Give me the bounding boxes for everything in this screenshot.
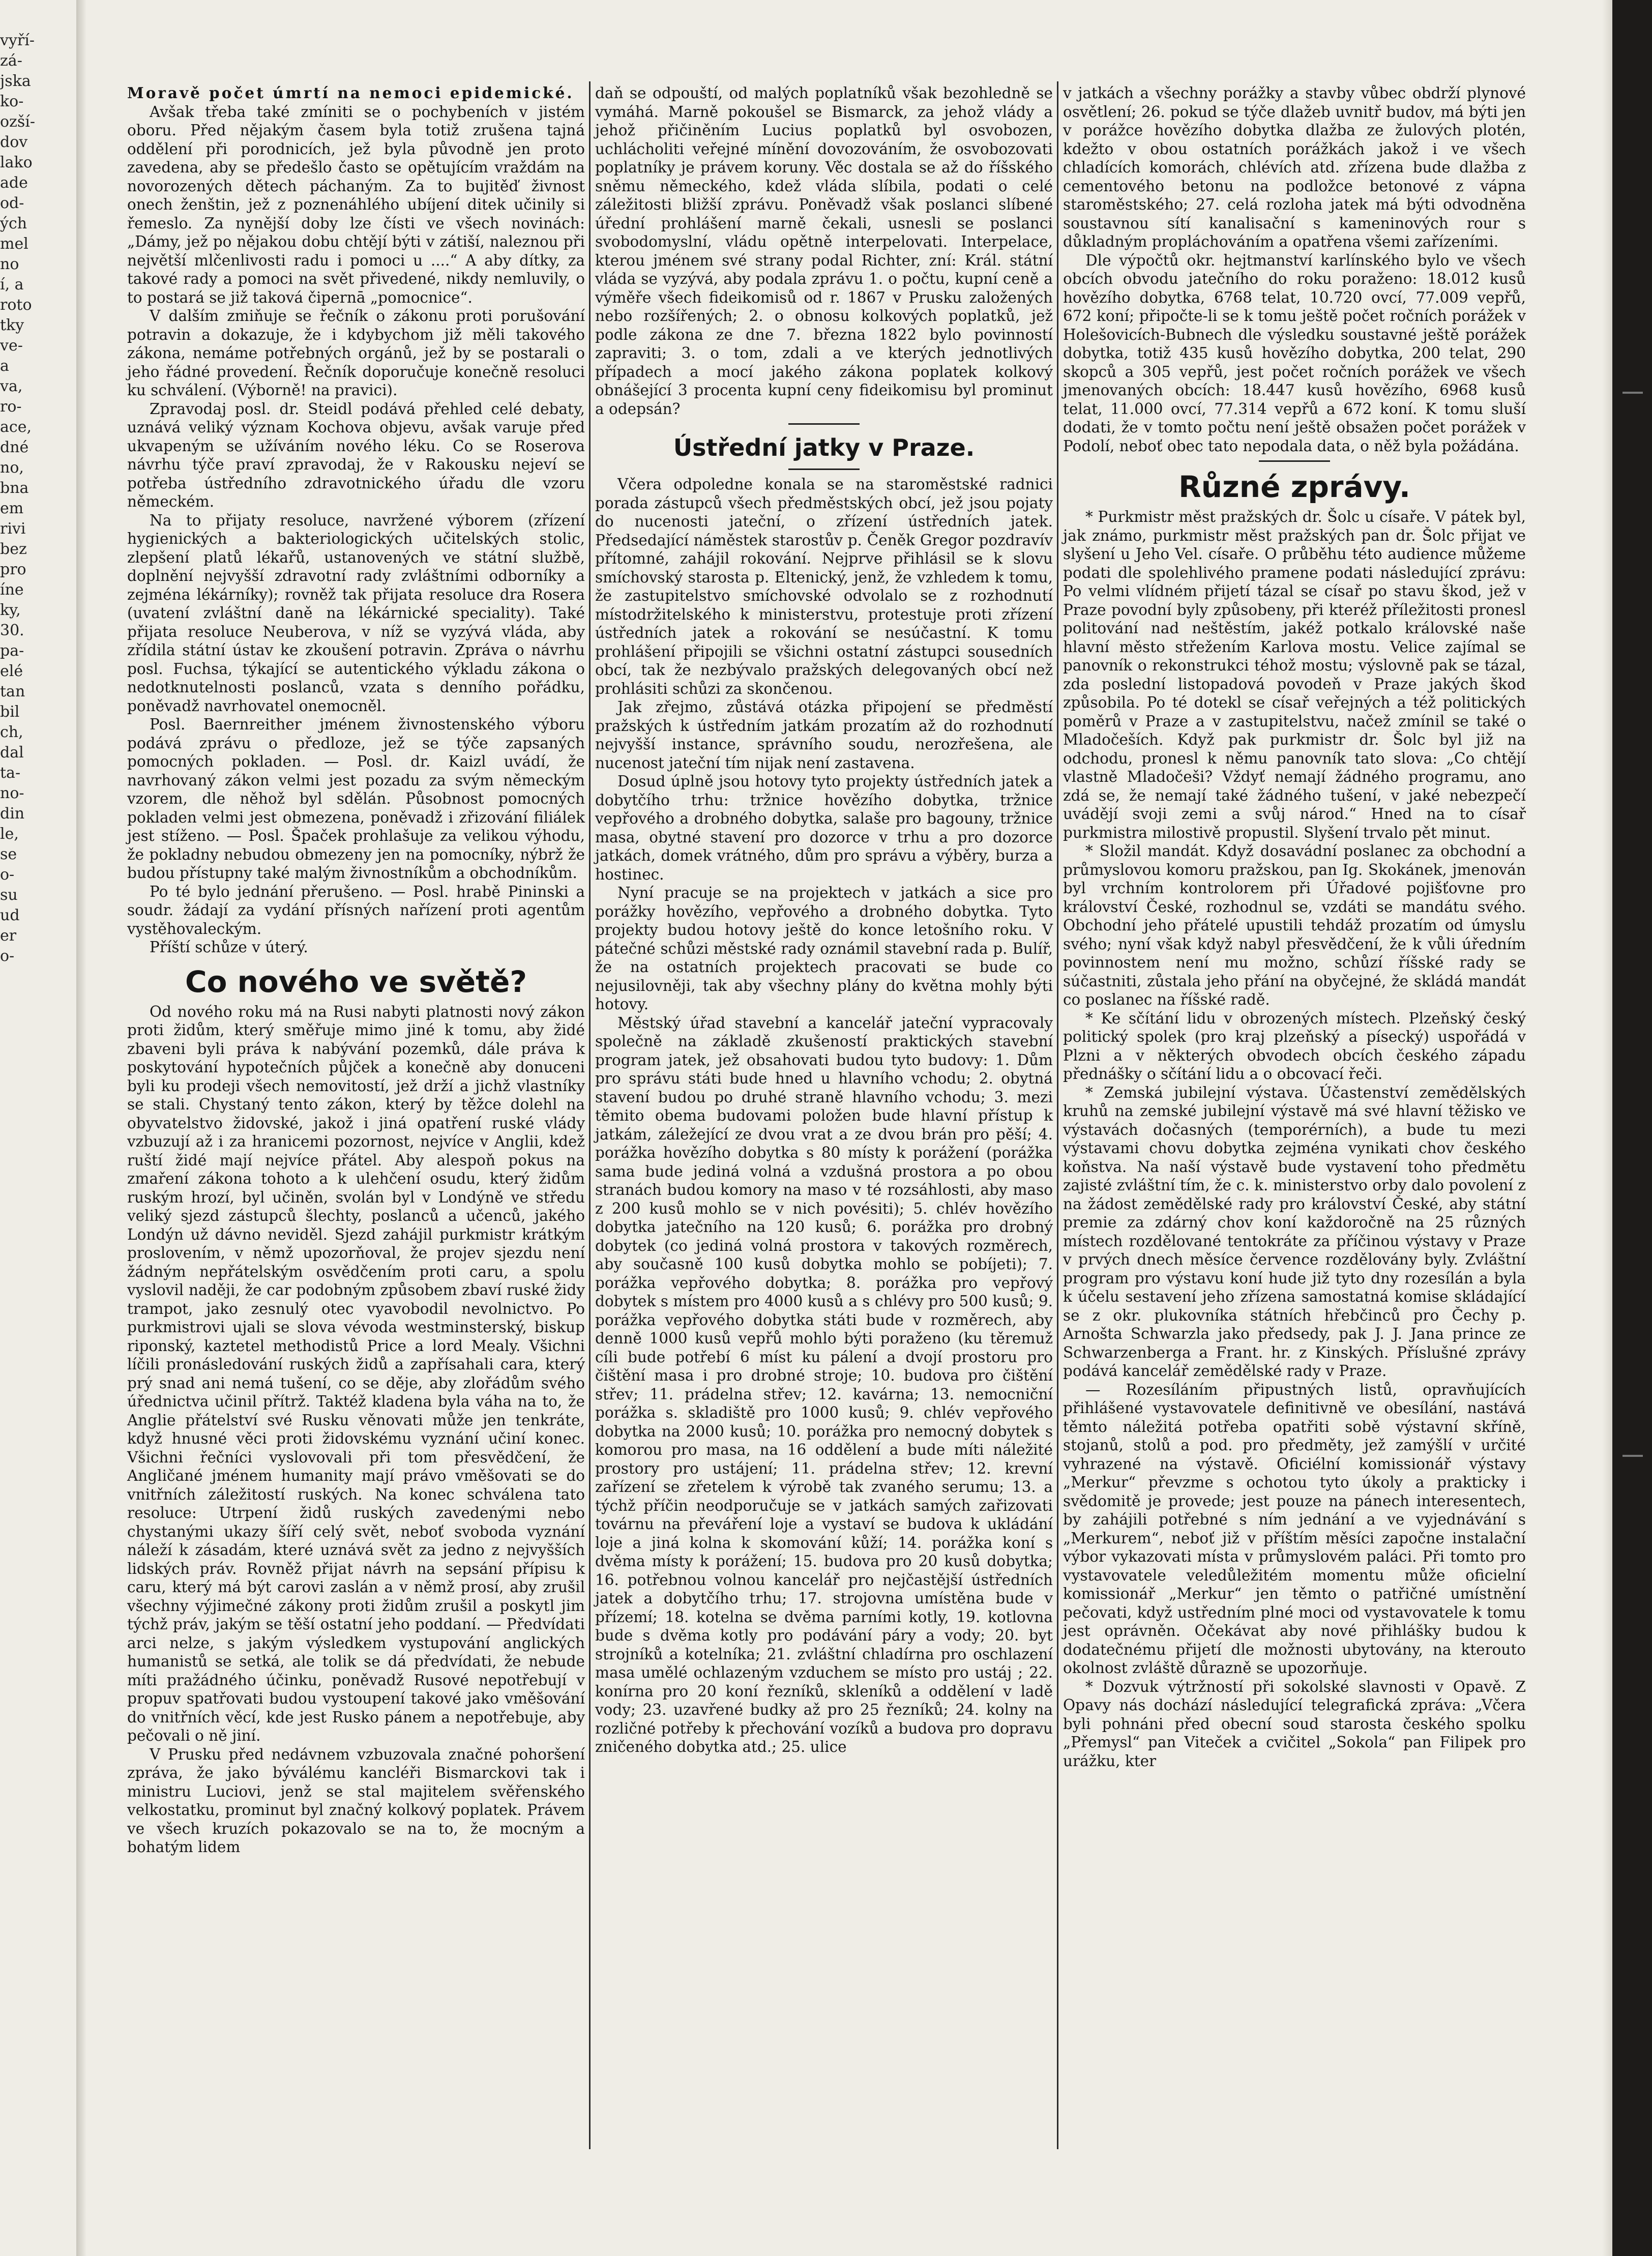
paragraph: — Rozesíláním připustných listů, opravňujících přihlášené vystavovatele definitivně ve obesílání, nastává těmto náležitá potřeba opatřiti sobě výstavní skříně, stojanů, stolů a pod. pro předměty, jež zamýšlí v určité vyhrazené na výstavě. Oficiélní komissionář výstavy „Merkur“ převzme s ochotou tyto úkoly a prakticky i svědomitě je provede; jest pouze na pánech interesentech, by zahájili potřebné s ním jednání a ve vyjednávání s „Merkurem“, neboť již v příštím měsíci započne instalační výbor vykazovati místa v průmyslovém paláci. Při tomto pro vystavovatele veledůležitém momentu může oficielní komissionář „Merkur“ jen těmto o patřičné umístnění pečovati, když ustředním plné moci od vystavovatele k tomu jest oprávněn. Očekávat aby nové přihlášky budou k dodatečnému přijetí dle možnosti ubytovány, na kterouto okolnost zvláště důrazně se upozorňuje. xyxy=(1063,1381,1526,1677)
margin-line: ud xyxy=(0,906,20,924)
margin-line: no, xyxy=(0,459,24,477)
margin-line: se xyxy=(0,845,17,863)
paragraph: V Prusku před nedávnem vzbuzovala značné pohoršení zpráva, že jako býválému kancléři Bismarckovi tak i ministru Luciovi, jenž se stal majitelem svěřenského velkostatku, prominut byl značný kolkový poplatek. Právem ve všech kruzích pokazovalo se na to, že mocným a bohatým lidem xyxy=(127,1745,585,1856)
margin-line: ro- xyxy=(0,398,22,416)
margin-line: ozší- xyxy=(0,113,35,131)
margin-line: ace, xyxy=(0,418,32,436)
margin-line: pro xyxy=(0,561,26,578)
margin-line: ých xyxy=(0,215,27,232)
paragraph: Posl. Baernreither jménem živnostenského výboru podává zprávu o předloze, jež se týče zapsaných pomocných pokladen. — Posl. dr. Kaizl uvádí, že navrhovaný zákon velmi jest pozadu za svým německým vzorem, dle něhož byl sdělán. Působnost pomocných pokladen velmi jest obmezena, poněvadž i zřizování filiálek jest stíženo. — Posl. Špaček prohlašuje za velikou výhodu, že pokladny nebudou obmezeny jen na pomocníky, nýbrž že budou přístupny také malým živnostníkům a obchodníkům. xyxy=(127,716,585,882)
margin-line: tky xyxy=(0,316,24,334)
section-heading: Různé zprávy. xyxy=(1178,470,1410,504)
paragraph: Dle výpočtů okr. hejtmanství karlínského bylo ve všech obcích obvodu jatečního do roku poraženo: 18.012 kusů hovězího dobytka, 6768 telat, 10.720 ovcí, 77.009 vepřů, 672 koní; připočte-li se k tomu ještě počet ročních porážek v Holešovicích-Bubnech dle výsledku soustavné ještě porážek dobytka, totiž 435 kusů hovězího dobytka, 200 telat, 290 skopců a 305 vepřů, jest počet ročních porážek ve všech jmenovaných obcích: 18.447 kusů hovězího, 6968 kusů telat, 11.000 ovcí, 77.314 vepřů a 672 koní. K tomu sluší dodati, že v tomto počtu není ještě obsažen počet porážek v Podolí, neboť obec tato nepodala data, o něž byla požádána. xyxy=(1063,251,1526,455)
paragraph: Zpravodaj posl. dr. Steidl podává přehled celé debaty, uznává veliký význam Kochova objevu, avšak varuje před ukvapeným se užíváním nového léku. Co se Roserova návrhu týče praví zpravodaj, že v Rakousku nejeví se potřeba ústředního zdravotnického úřadu dle vzoru německém. xyxy=(127,400,585,510)
page-gutter-shadow xyxy=(76,0,86,2256)
paragraph xyxy=(127,84,585,103)
paragraph: V dalším zmiňuje se řečník o zákonu proti porušování potravin a dokazuje, že i kdybychom již měli takového zákona, nemáme potřebných orgánů, jež by se postarali o jeho řádné provedení. Řečník doporučuje konečně resoluci ku schválení. (Výborně! na pravici). xyxy=(127,307,585,399)
column-left xyxy=(127,84,585,2149)
margin-line: no- xyxy=(0,784,24,802)
margin-line: í, a xyxy=(0,276,24,294)
paragraph: daň se odpouští, od malých poplatníků však bezohledně se vymáhá. Marně pokoušel se Bismarck, za jehož vlády a jehož přičiněním Lucius poplatků byl osvobozen, uchlácholiti veřejné mínění dovozováním, že osvobozovati poplatníky je právem koruny. Věc dostala se až do říšského sněmu německého, kdež vláda slíbila, podati o celé záležitosti bližší zprávu. Poněvadž však poslanci slíbené úřední prohlášení marně čekali, usnesli se poslanci svobodomyslní, vládu opětně interpelovati. Interpelace, kterou jménem své strany podal Richter, zní: Král. státní vláda se vyzývá, aby podala zprávu 1. o počtu, kupní ceně a výměře všech fideikomisů od r. 1867 v Prusku založených nebo rozšířených; 2. o obnosu kolkových poplatků, jež podle zákona ze dne 7. března 1822 bylo povinností zapraviti; 3. o tom, zdali a ve kterých jednotlivých případech a mocí jakého zákona poplatek kolkový obnášející 3 procenta kupní ceny fideikomisu byl prominut a odepsán? xyxy=(595,84,1053,418)
margin-line: o- xyxy=(0,947,15,965)
margin-line: a xyxy=(0,357,9,375)
scan-border-mark xyxy=(1622,1455,1643,1457)
previous-page-margin-fragments xyxy=(0,31,76,1200)
paragraph: Avšak třeba také zmíniti se o pochybeních v jistém oboru. Před nějakým časem byla totiž zrušena tajná oddělení při porodnicích, jež byla původně jen proto zavedena, aby se předešlo často se opětujícím vraždám na novorozených dětech páchaným. Za to bujitěď živnost onech ženštin, jež z poznenáhlého ubíjení ditek učinily si řemeslo. Za nynější doby lze čísti ve všech novinách: „Dámy, jež po nějakou dobu chtějí býti v zátiší, naleznou při největší mlčenlivosti radu i pomoci u ....“ A aby dítky, za takové rady a pomoci na svět přivedené, nikdy nemluvily, o to postará se již taková čipernā „pomocnice“. xyxy=(127,103,585,306)
paragraph: Nyní pracuje se na projektech v jatkách a sice pro porážky hovězího, vepřového a drobného dobytka. Tyto projekty budou hotovy ještě do konce letošního roku. V pátečné schůzi městské rady oznámil stavební rada p. Bulíř, že na ostatních projektech pracovati se bude co nejusilovněji, tak aby všechny plány do května mohly býti hotovy. xyxy=(595,884,1053,1013)
paragraph: Městský úřad stavební a kancelář jateční vypracovaly společně na základě zkušeností praktických stavební program jatek, jež obsahovati budou tyto budovy: 1. Dům pro správu státi bude hned u hlavního vchodu; 2. obytná stavení budou po druhé straně hlavního vchodu; 3. mezi těmito obema budovami položen bude hlavní přístup k jatkám, záležející ze dvou vrat a ze dvou brán pro pěší; 4. porážka hovězího dobytka s 80 místy k porážení (porážka sama bude jediná volná a vzdušná prostora a po obou stranách budou komory na maso v té rozsáhlosti, aby maso z 200 kusů mohlo se v nich povésiti); 5. chlév hovězího dobytka jatečního na 120 kusů; 6. porážka pro drobný dobytek (co jediná volná prostora v takových rozměrech, aby současně 100 kusů dobytka mohlo se pobíjeti); 7. porážka vepřového dobytka; 8. porážka pro vepřový dobytek s místem pro 4000 kusů a s chlévy pro 500 kusů; 9. porážka vepřového dobytka státi bude v rozměrech, aby denně 1000 kusů vepřů mohlo býti poraženo (ku těremuž cíli bude potřebí 6 míst ku pálení a dvojí prostoru pro čištění masa i pro drobné stroje; 10. budova pro čištění střev; 11. prádelna střev; 12. kavárna; 13. nemocniční porážka s. skladiště pro 1000 kusů; 9. chlév vepřového dobytka na 2000 kusů; 10. porážka pro nemocný dobytek s komorou pro masa, na 16 oddělení a bude míti náležité prostory pro ustájení; 11. prádelna střev; 12. krevní zařízení se zřetelem k výrobě tak zvaného serumu; 13. a týchž příčin neodporučuje se v jatkách samých zařizovati továrnu na převáření loje a vystaví se budova k ukládání loje a jiná kolna k skomování kůží; 14. porážka koní s dvěma místy k porážení; 15. budova pro 20 kusů dobytka; 16. potřebnou volnou kancelář pro nejčastější ústředních jatek a dobytčího trhu; 17. strojovna umístěna bude v přízemí; 18. kotelna se dvěma parními kotly, 19. kotlovna bude s dvěma kotly pro podávání páry a vody; 20. byt strojníků a kotelníka; 21. zvláštní chladírna pro oschlazení masa umělé ochlazeným vzduchem se místo pro ustáj ; 22. konírna pro 20 koní řezníků, skleníků a oddělení v ladě vody; 23. uzavřené budky až pro 25 řezníků; 24. kolny na rozličné potřeby k přechování vozíků a budova pro dopravu zničeného dobytka atd.; 25. ulice xyxy=(595,1014,1053,1755)
margin-line: íne xyxy=(0,581,24,599)
paragraph-lead: Moravě počet úmrtí na nemoci epidemické. xyxy=(127,84,574,102)
margin-line: bna xyxy=(0,479,29,497)
column-right xyxy=(1063,84,1526,2149)
margin-line: ch, xyxy=(0,723,23,741)
margin-line: ade xyxy=(0,174,28,192)
margin-line: va, xyxy=(0,377,23,395)
paragraph: Včera odpoledne konala se na staroměstské radnici porada zástupců všech předměstských obcí, jež jsou pojaty do nucenosti jateční, o zřízení ústředních jatek. Předsedající náměstek starostův p. Čeněk Gregor pozdravív přítomné, zahájil rokování. Nejprve přihlásil se k slovu smíchovský starosta p. Eltenický, jenž, že vzhledem k tomu, že zastupitelstvo smíchovské odvolalo se z rozhodnutí místodržitelského k ministerstvu, protestuje proti zřízení ústředních jatek a rokování se nesúčastní. K tomu prohlášení připojili se všichni ostatní zástupci sousedních obcí, tak že nezbývalo pražských delegovaných obcí než prohlásiti schůzi za skončenou. xyxy=(595,476,1053,697)
section-divider xyxy=(788,423,860,425)
scan-border-mark xyxy=(1622,392,1643,394)
column-middle xyxy=(595,84,1053,2149)
margin-line: bil xyxy=(0,703,20,721)
margin-line: bez xyxy=(0,540,27,558)
column-rule xyxy=(1057,81,1058,2149)
margin-line: zá- xyxy=(0,52,22,70)
paragraph: Příští schůze v úterý. xyxy=(150,939,308,956)
paragraph: Dosud úplně jsou hotovy tyto projekty ústředních jatek a dobytčího trhu: tržnice hovězího dobytka, tržnice vepřového a drobného dobytka, salaše pro bagouny, tržnice masa, obytné stavení pro dozorce v trhu a pro dozorce jatkách, domek vrátného, dům pro správu a výběry, burza a hostinec. xyxy=(595,773,1053,883)
column-rule xyxy=(589,81,591,2149)
margin-line: lako xyxy=(0,154,33,171)
margin-line: er xyxy=(0,927,17,945)
paragraph: * Ke sčítání lidu v obrozených místech. Plzeňský český politický spolek (pro kraj plzeňský a písecký) uspořádá v Plzni a v některých obvodech obcích českého západu přednášky o sčítání lidu a o obcovací řeči. xyxy=(1063,1009,1526,1082)
section-heading: Co nového ve světě? xyxy=(185,964,527,999)
margin-line: no xyxy=(0,255,19,273)
paragraph: Od nového roku má na Rusi nabyti platnosti nový zákon proti židům, který směřuje mimo jiné k tomu, aby židé zbaveni byli práva k nabývání pozemků, dále práva k poskytování hypotečních půjček a konečně aby donuceni byli ku prodeji všech nemovitostí, jež drží a jichž vlastníky se stali. Chystaný tento zákon, který by těžce dolehl na obyvatelstvo židovské, jakož i jiná opatření ruské vlády vzbuzují až i za hranicemi pozornost, nejvíce v Anglii, kdež ruští židé mají nejvíce přátel. Aby alespoň pokus na zmaření zákona tohoto a k ulehčení osudu, který židům ruským hrozí, byl učiněn, svolán byl v Londýně ve středu veliký sjezd zástupců šlechty, poslanců a učenců, jakého Londýn už dávno neviděl. Sjezd zahájil purkmistr krátkým proslovením, v němž upozorňoval, že projev sjezdu není žádným nepřátelským osvědčením proti caru, a spolu vyslovil naději, že car podobným způsobem zbaví ruské židy trampot, jako zesnulý otec vyavobodil nevolnictvo. Po purkmistrovi ujali se slova vévoda westminsterský, biskup riponský, kaztetel methodistů Price a lord Mealy. Všichni líčili pronásledování ruských židů a zapřísahali cara, který prý snad ani nemá tušení, co se děje, aby zlořádům svého úřednictva učinil přítrž. Taktéž kladena byla váha na to, že Anglie přátelství své Rusku věnovati může jen tenkráte, když hnusné věci proti židovskému vyznání učiní konec. Všichni řečníci vyslovovali při tom přesvědčení, že Angličané jménem humanity mají právo vměšovati se do vnitřních záležitostí ruských. Na konec schválena tato resoluce: Utrpení židů ruských zavedenými nebo chystanými ukazy šíří celý svět, neboť svoboda vyznání náleží k zásadám, které uznává svět za jedno z nejvyšších lidských práv. Rovněž přijat návrh na sepsání přípisu k caru, který má být carovi zaslán a v němž prosí, aby zrušil všechny výjimečné zákony proti židům zrušil a poskytl jim týchž práv, jakým se těší ostatní jeho poddaní. — Předvídati arci nelze, s jakým výsledkem vystupování anglických humanistů se setká, ale tolik se dá předvídati, že nebude míti pražádného účinku, poněvadž Rusové nepotřebují v propuv spatřovati budou vystoupení takové jako vměšování do vnitřních věcí, kde jest Rusko pánem a nepotřebuje, aby pečovali o ně jiní. xyxy=(127,1003,585,1744)
paragraph: * Složil mandát. Když dosavádní poslanec za obchodní a průmyslovou komoru pražskou, pan Ig. Skokánek, jmenován byl vrchním kontrolorem při Úřadové pojišťovne pro království České, rozhodnul se, vzdáti se mandátu svého. Obchodní jeho přátelé upustili tehdáž prozatím od úmyslu svého; nyní však když nabyl přesvědčení, že k vůli úředním povinnostem není mu možno, schůzí říšské rady se súčastniti, zůstala jeho přání na obyčejné, že skládá mandát co poslanec na říšské radě. xyxy=(1063,842,1526,1008)
margin-line: din xyxy=(0,805,25,823)
paragraph: Po té bylo jednání přerušeno. — Posl. hrabě Pininski a soudr. žádají za vydání přísných nařízení proti agentům vystěhovaleckým. xyxy=(127,883,585,937)
paragraph: * Purkmistr měst pražských dr. Šolc u císaře. V pátek byl, jak známo, purkmistr měst pražských pan dr. Šolc přijat ve slyšení u Jeho Vel. císaře. O průběhu této audience můžeme podati dle spolehlivého pramene podati následující zprávu: Po velmi vlídném přijetí tázal se císař po stavu škod, jež v Praze povodní byly způsobeny, při kteréž příležitosti pronesl politování nad neštěstím, jakéž potkalo královské naše hlavní město střežením Karlova mostu. Velice zajímal se panovník o rekonstrukci téhož mostu; výslovně pak se tázal, zda poslední listopadová povodeň v Praze jakých škod způsobila. Po té dotekl se císař veřejných a též politických poměrů v Praze a v zastupitelstvu, načež zmínil se také o Mladočeších. Když pak purkmistr dr. Šolc byl již na odchodu, pronesl k němu panovník tato slova: „Co chtějí vlastně Mladočeši? Vždyť nemají žádného programu, ano zdá se, že nemají také žádného tušení, v jaké nebezpečí uvádějí svoji zemi a svůj národ.“ Hned na to císař purkmistra milostivě propustil. Slyšení trvalo pět minut. xyxy=(1063,508,1526,841)
margin-line: le, xyxy=(0,825,19,843)
margin-line: jska xyxy=(0,72,31,90)
margin-line: rivi xyxy=(0,520,26,538)
margin-line: dov xyxy=(0,133,28,151)
section-divider xyxy=(788,468,860,470)
margin-line: o- xyxy=(0,866,15,884)
margin-line: dal xyxy=(0,744,24,761)
margin-line: roto xyxy=(0,296,32,314)
section-divider xyxy=(1259,460,1330,462)
paragraph: v jatkách a všechny porážky a stavby vůbec obdrží plynové osvětlení; 26. pokud se týče dlažeb uvnitř budov, má býti jen v porážce hovězího dobytka dlažba ze žulových plotén, kdežto v obou ostatních porážkách jakož i ve všech chladících komorách, chlévích atd. zřízena bude dlažba z cementového betonu na podložce betonové z vápna staroměstského; 27. celá rozloha jatek má býti odvodněna soustavnou sítí kanalisační s kameninových rour s důkladným propláchováním a opatřena všemi zařízeními. xyxy=(1063,84,1526,250)
margin-line: em xyxy=(0,500,24,517)
margin-line: vyří- xyxy=(0,32,35,49)
margin-line: pa- xyxy=(0,642,24,660)
paragraph: * Zemská jubilejní výstava. Účastenství zemědělských kruhů na zemské jubilejní výstavě má své hlavní těžisko ve výstavách dočasných (temporérních), a bude tu mezi výstavami chovu dobytka zejména vynikati chov českého koňstva. Na naší výstavě bude vystavení toho předmětu zajisté zvláštní tím, že c. k. ministerstvo orby dalo povolení z na žádost zemědělské rady pro království České, aby státní premie za zdárný chov koní každoročně na 25 různých místech rozdělované tentokráte za příčinou výstavy v Praze v prvých dnech měsíce července rozdělovány byly. Zvláštní program pro výstavu koní hude již tyto dny rozesílán a byla k účelu sestavení jeho zřízena samostatná komise skládající se z okr. plukovníka státních hřebčinců pro Čechy p. Arnošta Schwarzla jako předsedy, pak J. J. Jana prince ze Schwarzenberga a Frant. hr. z Kinských. Příslušné zprávy podává kancelář zemědělské rady v Praze. xyxy=(1063,1083,1526,1380)
margin-line: ve- xyxy=(0,337,23,355)
margin-line: tan xyxy=(0,683,25,700)
paragraph: Na to přijaty resoluce, navržené výborem (zřízení hygienických a bakteriologických učitelských stolic, zlepšení platů lékařů, ustanovených ve státní službě, doplnění nejvyšší zdravotní rady zvláštními odborníky a zejména lékárníky); rovněž tak přijata resoluce dra Rosera (uvatení zvláštní daně na lékárnické speciality). Také přijata resoluce Neuberova, v níž se vyzývá vláda, aby zřídila státní ústav ke zkoušení potravin. Zpráva o návrhu posl. Fuchsa, týkající se autentického výkladu zákona o nedotknutelnosti poslanců, vzata s denního pořádku, poněvadž navrhovatel onemocněl. xyxy=(127,511,585,715)
margin-line: od- xyxy=(0,194,24,212)
margin-line: ky, xyxy=(0,601,21,619)
margin-line: elé xyxy=(0,662,23,680)
margin-line: 30. xyxy=(0,622,24,639)
paragraph: Jak zřejmo, zůstává otázka připojení se předměstí pražských k ústředním jatkám prozatím až do rozhodnutí nejvyšší instance, správního soudu, nerozřešena, ale nucenost jateční tím nijak není zastavena. xyxy=(595,698,1053,772)
margin-line: mel xyxy=(0,235,28,253)
margin-line: su xyxy=(0,886,18,904)
section-heading: Ústřední jatky v Praze. xyxy=(673,434,975,461)
margin-line: dné xyxy=(0,438,29,456)
margin-line: ta- xyxy=(0,764,21,782)
paragraph: * Dozvuk výtržností při sokolské slavnosti v Opavě. Z Opavy nás dochází následující telegrafická zpráva: „Včera byli pohnáni před obecní soud starosta českého spolku „Přemysl“ pan Viteček a cvičitel „Sokola“ pan Filipek pro urážku, kter xyxy=(1063,1678,1526,1770)
margin-line: ko- xyxy=(0,93,24,110)
page-edge-shadow xyxy=(1602,0,1612,2256)
